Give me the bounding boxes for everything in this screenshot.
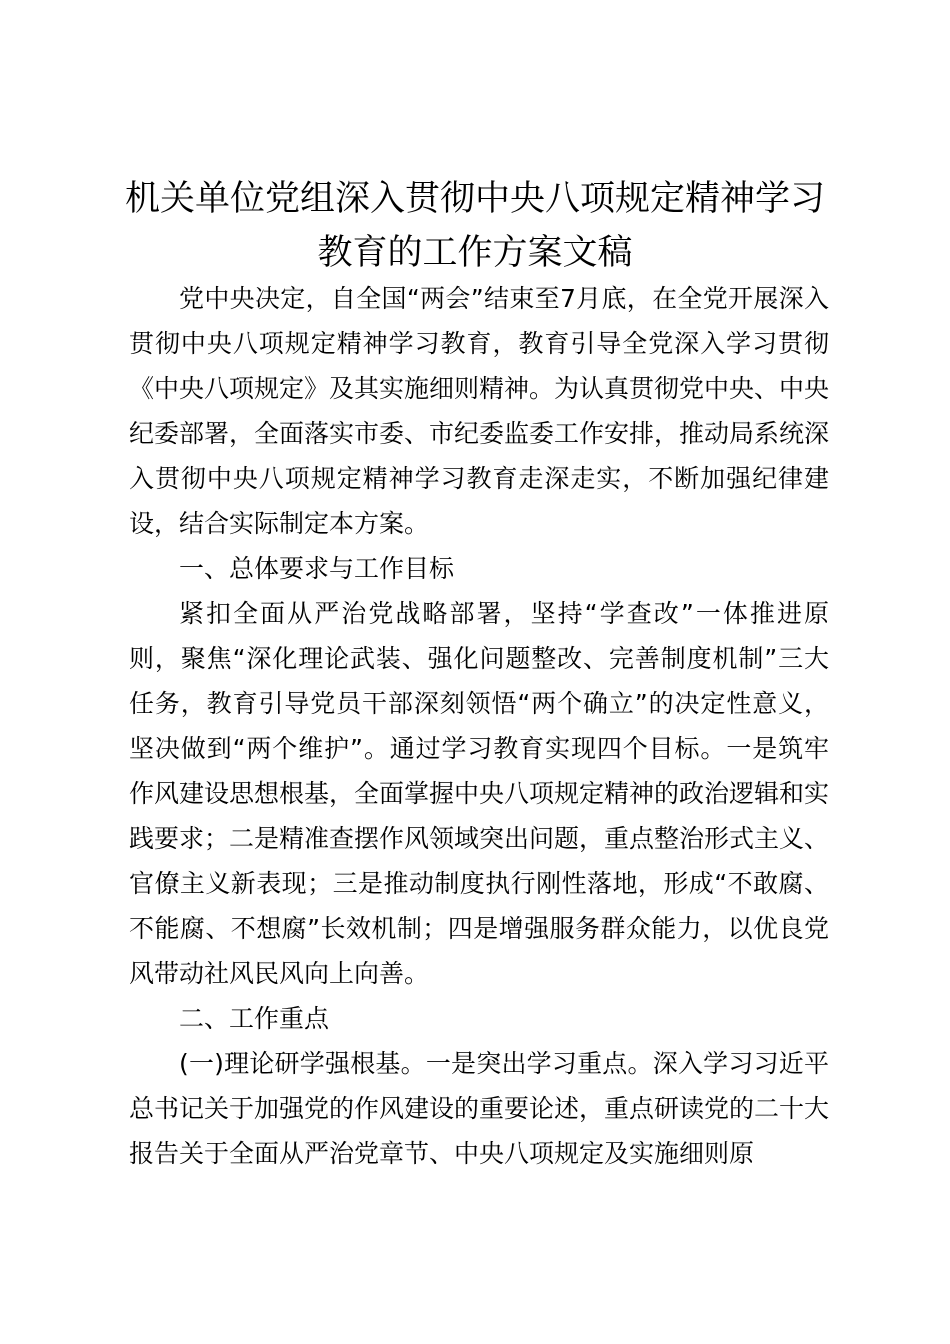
title-line-1: 机关单位党组深入贯彻中央八项规定精神学习 <box>124 179 825 219</box>
document-body <box>129 276 829 1176</box>
section-heading-2: 二、工作重点 <box>179 1004 330 1033</box>
document-title <box>100 172 850 280</box>
section-2-paragraph: (一)理论研学强根基。一是突出学习重点。深入学习习近平总书记关于加强党的作风建设的重要论述，重点研读党的二十大报告关于全面从严治党章节、中央八项规定及实施细则原 <box>129 1049 830 1168</box>
section-1-paragraph: 紧扣全面从严治党战略部署，坚持“学查改”一体推进原则，聚焦“深化理论武装、强化问题整改、完善制度机制”三大任务，教育引导党员干部深刻领悟“两个确立”的决定性意义，坚决做到“两个维护”。通过学习教育实现四个目标。一是筑牢作风建设思想根基，全面掌握中央八项规定精神的政治逻辑和实践要求；二是精准查摆作风领域突出问题，重点整治形式主义、官僚主义新表现；三是推动制度执行刚性落地，形成“不敢腐、不能腐、不想腐”长效机制；四是增强服务群众能力，以优良党风带动社风民风向上向善。 <box>129 599 830 988</box>
title-line-2: 教育的工作方案文稿 <box>317 233 633 273</box>
intro-paragraph: 党中央决定，自全国“两会”结束至7月底，在全党开展深入贯彻中央八项规定精神学习教育，教育引导全党深入学习贯彻《中央八项规定》及其实施细则精神。为认真贯彻党中央、中央纪委部署，全面落实市委、市纪委监委工作安排，推动局系统深入贯彻中央八项规定精神学习教育走深走实，不断加强纪律建设，结合实际制定本方案。 <box>129 284 830 538</box>
section-heading-1: 一、总体要求与工作目标 <box>179 554 455 583</box>
